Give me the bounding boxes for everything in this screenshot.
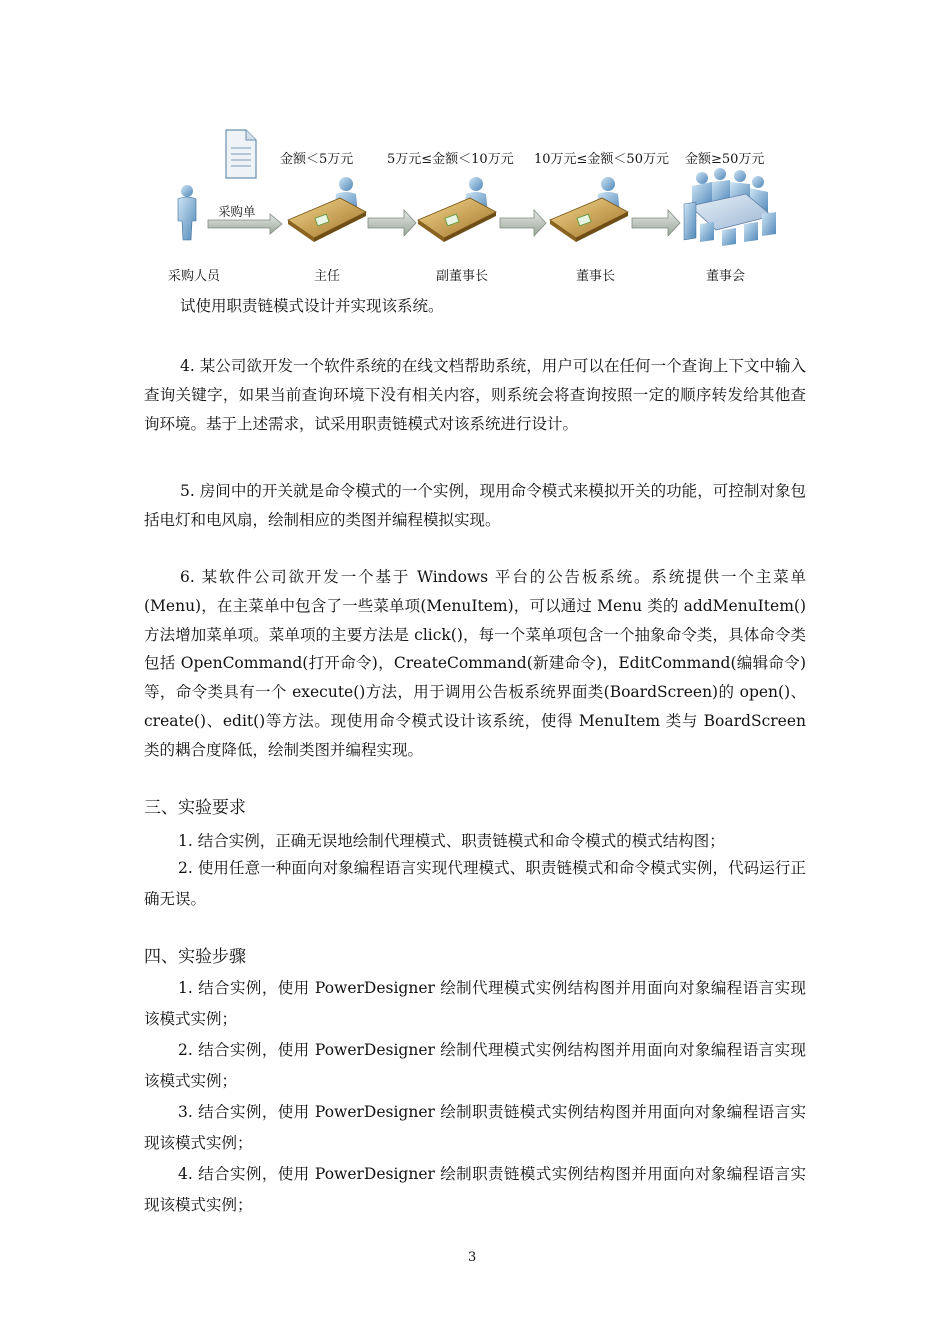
purchase-order-label: 采购单 bbox=[218, 204, 256, 219]
paragraph-text: 6. 某软件公司欲开发一个基于 Windows 平台的公告板系统。系统提供一个主菜单(Menu)，在主菜单中包含了一些菜单项(MenuItem)，可以通过 Menu 类的 addMenuItem()方法增加菜单项。菜单项的主要方法是 click()，每一个菜单项包含一个抽象命令类，具体命令类包括 OpenCommand(打开命令)，CreateCommand(新建命令)，EditCommand(编辑命令)等，命令类具有一个 execute()方法，用于调用公告板系统界面类(BoardScreen)的 open()、create()、edit()等方法。现使用命令模式设计该系统，使得 MenuItem 类与 BoardScreen 类的耦合度降低，绘制类图并编程实现。 bbox=[144, 568, 806, 759]
amount-threshold-2: 5万元≤金额＜10万元 bbox=[387, 152, 514, 167]
desk-person-icon bbox=[288, 177, 366, 242]
role-label-vice-chairman: 副董事长 bbox=[436, 269, 489, 284]
paragraph-text: 4. 某公司欲开发一个软件系统的在线文档帮助系统，用户可以在任何一个查询上下文中输入查询关键字，如果当前查询环境下没有相关内容，则系统会将查询按照一定的顺序转发给其他查询环境。基于上述需求，试采用职责链模式对该系统进行设计。 bbox=[144, 357, 806, 433]
paragraph-task-5 bbox=[144, 477, 806, 535]
requirement-item-2: 2. 使用任意一种面向对象编程语言实现代理模式、职责链模式和命令模式实例，代码运行正确无误。 bbox=[144, 859, 806, 908]
step-item-3: 3. 结合实例，使用 PowerDesigner 绘制职责链模式实例结构图并用面向对象编程语言实现该模式实例； bbox=[144, 1103, 806, 1152]
paragraph-task-4 bbox=[144, 352, 806, 438]
section-heading-requirements: 三、实验要求 bbox=[144, 798, 246, 818]
role-label-board: 董事会 bbox=[706, 269, 746, 284]
amount-threshold-3: 10万元≤金额＜50万元 bbox=[534, 152, 669, 167]
paragraph-task-6 bbox=[144, 563, 806, 765]
desk-person-icon bbox=[550, 177, 628, 242]
amount-threshold-1: 金额＜5万元 bbox=[280, 152, 354, 167]
role-label-purchaser: 采购人员 bbox=[168, 269, 221, 284]
step-item-4: 4. 结合实例，使用 PowerDesigner 绘制职责链模式实例结构图并用面向对象编程语言实现该模式实例； bbox=[144, 1165, 806, 1214]
page-number: 3 bbox=[468, 1250, 477, 1265]
amount-threshold-4: 金额≥50万元 bbox=[685, 152, 765, 167]
right-arrow-icon bbox=[500, 210, 546, 236]
right-arrow-icon bbox=[368, 210, 416, 236]
right-arrow-icon bbox=[632, 210, 680, 236]
approval-chain-figure bbox=[150, 118, 790, 290]
meeting-icon bbox=[684, 168, 776, 246]
role-label-chairman: 董事长 bbox=[576, 269, 616, 284]
person-icon bbox=[178, 185, 196, 240]
role-label-director: 主任 bbox=[314, 269, 341, 284]
paragraph-task-3-end bbox=[144, 292, 806, 321]
step-item-1: 1. 结合实例，使用 PowerDesigner 绘制代理模式实例结构图并用面向对象编程语言实现该模式实例； bbox=[144, 979, 806, 1028]
document-icon bbox=[226, 130, 256, 178]
section-heading-steps: 四、实验步骤 bbox=[144, 947, 246, 967]
paragraph-text: 试使用职责链模式设计并实现该系统。 bbox=[180, 297, 444, 315]
requirement-item-1: 1. 结合实例，正确无误地绘制代理模式、职责链模式和命令模式的模式结构图； bbox=[178, 832, 725, 850]
desk-person-icon bbox=[418, 177, 496, 242]
paragraph-text: 5. 房间中的开关就是命令模式的一个实例，现用命令模式来模拟开关的功能，可控制对象包括电灯和电风扇，绘制相应的类图并编程模拟实现。 bbox=[144, 482, 806, 529]
step-item-2: 2. 结合实例，使用 PowerDesigner 绘制代理模式实例结构图并用面向对象编程语言实现该模式实例； bbox=[144, 1041, 806, 1090]
